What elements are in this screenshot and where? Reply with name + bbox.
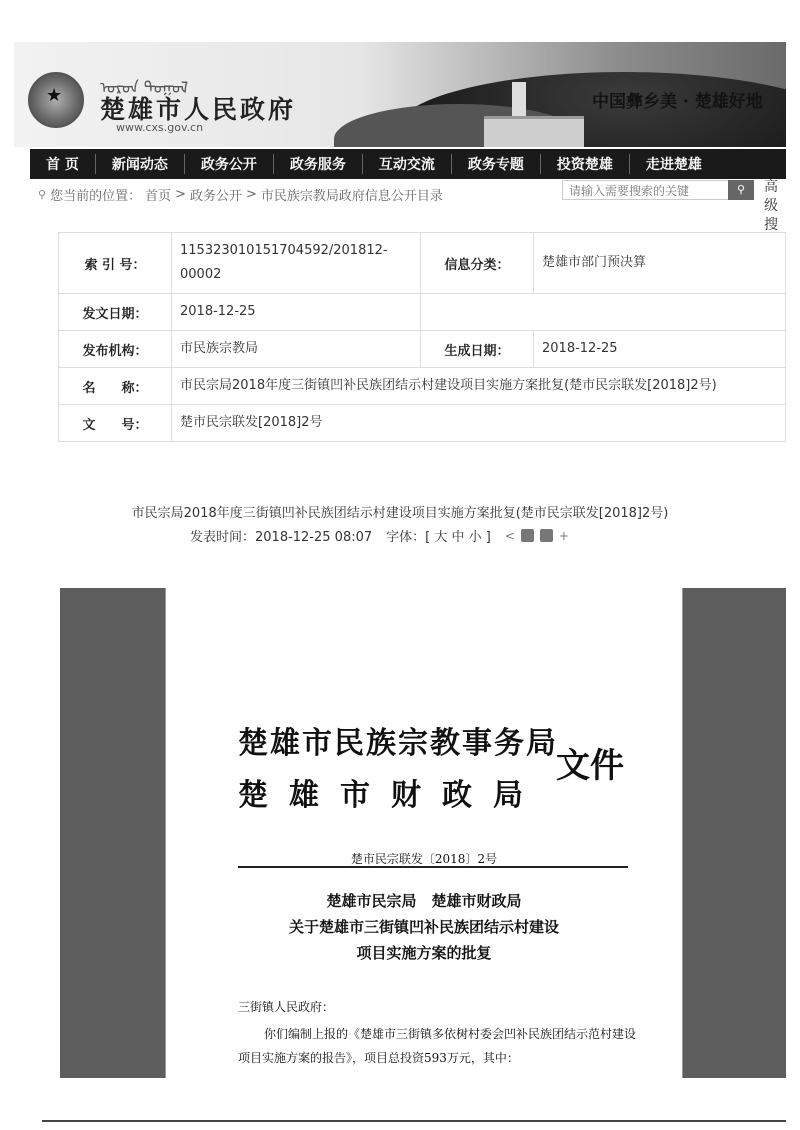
site-url: www.cxs.gov.cn — [116, 121, 204, 134]
category-value: 楚雄市部门预决算 — [534, 233, 786, 294]
heading-line: 项目实施方案的批复 — [356, 944, 492, 962]
nav-item-interaction[interactable]: 互动交流 — [363, 154, 452, 174]
document-image — [60, 588, 786, 1078]
index-value: 115323010151704592/201812-00002 — [172, 233, 421, 294]
advanced-search-link[interactable]: 高级搜 — [764, 179, 778, 233]
heading-line: 楚雄市民宗局 楚雄市财政局 — [326, 892, 522, 910]
nav-item-news[interactable]: 新闻动态 — [96, 154, 185, 174]
page-scan — [14, 42, 786, 1082]
publisher-label: 发布机构： — [59, 331, 172, 368]
search-icon: ⚲ — [736, 183, 746, 196]
docno-value: 楚市民宗联发[2018]2号 — [172, 405, 786, 442]
red-rule — [238, 866, 628, 868]
issuer-1: 楚雄市民族宗教事务局 — [238, 726, 558, 761]
publish-time: 发表时间：2018-12-25 08:07 — [190, 530, 373, 545]
article-meta — [190, 526, 569, 545]
location-pin-icon: ⚲ — [38, 188, 47, 201]
document-heading — [166, 888, 682, 966]
ethnic-script-text: ᠣᠷᠣᠨ ᠳᠣᠭᠣᠯ — [100, 78, 189, 97]
search-button[interactable] — [728, 180, 754, 200]
nav-item-services[interactable]: 政务服务 — [274, 154, 363, 174]
empty-cell — [421, 294, 786, 331]
breadcrumb-catalog[interactable]: 市民族宗教局政府信息公开目录 — [260, 189, 443, 204]
nav-item-investment[interactable]: 投资楚雄 — [541, 154, 630, 174]
wechat-icon[interactable] — [521, 529, 534, 542]
share-icon[interactable]: < — [504, 528, 515, 543]
info-table — [58, 232, 786, 442]
header-banner — [14, 42, 786, 147]
breadcrumb-sep: > — [175, 187, 186, 202]
name-label: 名 称： — [59, 368, 172, 405]
document-label: 文件 — [556, 746, 624, 786]
banner-slogan: 中国彝乡美 · 楚雄好地 — [592, 92, 763, 112]
gen-date-value: 2018-12-25 — [534, 331, 786, 368]
font-size-switch[interactable]: 字体：[ 大 中 小 ] — [386, 530, 491, 545]
name-value: 市民宗局2018年度三街镇凹补民族团结示村建设项目实施方案批复(楚市民宗联发[2018]2号) — [172, 368, 786, 405]
issue-date-value: 2018-12-25 — [172, 294, 421, 331]
nav-item-about[interactable]: 走进楚雄 — [645, 157, 702, 173]
breadcrumb-disclosure[interactable]: 政务公开 — [190, 189, 243, 204]
page-bottom-rule — [42, 1120, 786, 1122]
addressee: 三街镇人民政府： — [238, 1000, 335, 1014]
share-bar — [505, 529, 569, 543]
docno-label: 文 号： — [59, 405, 172, 442]
weibo-icon[interactable] — [540, 529, 553, 542]
more-share-icon[interactable]: + — [558, 528, 569, 543]
issuer-2: 楚雄市财政局 — [238, 778, 544, 813]
document-paper — [165, 588, 683, 1078]
nav-item-disclosure[interactable]: 政务公开 — [185, 154, 274, 174]
article-title: 市民宗局2018年度三街镇凹补民族团结示村建设项目实施方案批复(楚市民宗联发[2018]2号) — [131, 506, 669, 521]
breadcrumb-home[interactable]: 首页 — [145, 189, 172, 204]
document-number: 楚市民宗联发〔2018〕2号 — [350, 852, 498, 866]
publisher-value: 市民族宗教局 — [172, 331, 421, 368]
document-body: 你们编制上报的《楚雄市三街镇多依树村委会凹补民族团结示范村建设项目实施方案的报告》，项目总投资593万元，其中： — [238, 1027, 637, 1065]
breadcrumb-prefix: 您当前的位置： — [50, 189, 142, 204]
site-title[interactable]: 楚雄市人民政府 — [100, 95, 297, 124]
banner-building — [484, 116, 584, 147]
breadcrumb — [38, 185, 443, 204]
nav-item-home[interactable]: 首 页 — [30, 154, 96, 174]
national-emblem-icon: ★ — [28, 72, 84, 128]
heading-line: 关于楚雄市三街镇凹补民族团结示村建设 — [288, 918, 559, 936]
nav-item-topics[interactable]: 政务专题 — [452, 154, 541, 174]
category-label: 信息分类： — [421, 233, 534, 294]
gen-date-label: 生成日期： — [421, 331, 534, 368]
breadcrumb-sep: > — [246, 187, 257, 202]
search-input[interactable]: 请输入需要搜索的关键 — [562, 180, 752, 200]
index-label: 索 引 号： — [59, 233, 172, 294]
main-nav — [30, 149, 786, 179]
issue-date-label: 发文日期： — [59, 294, 172, 331]
